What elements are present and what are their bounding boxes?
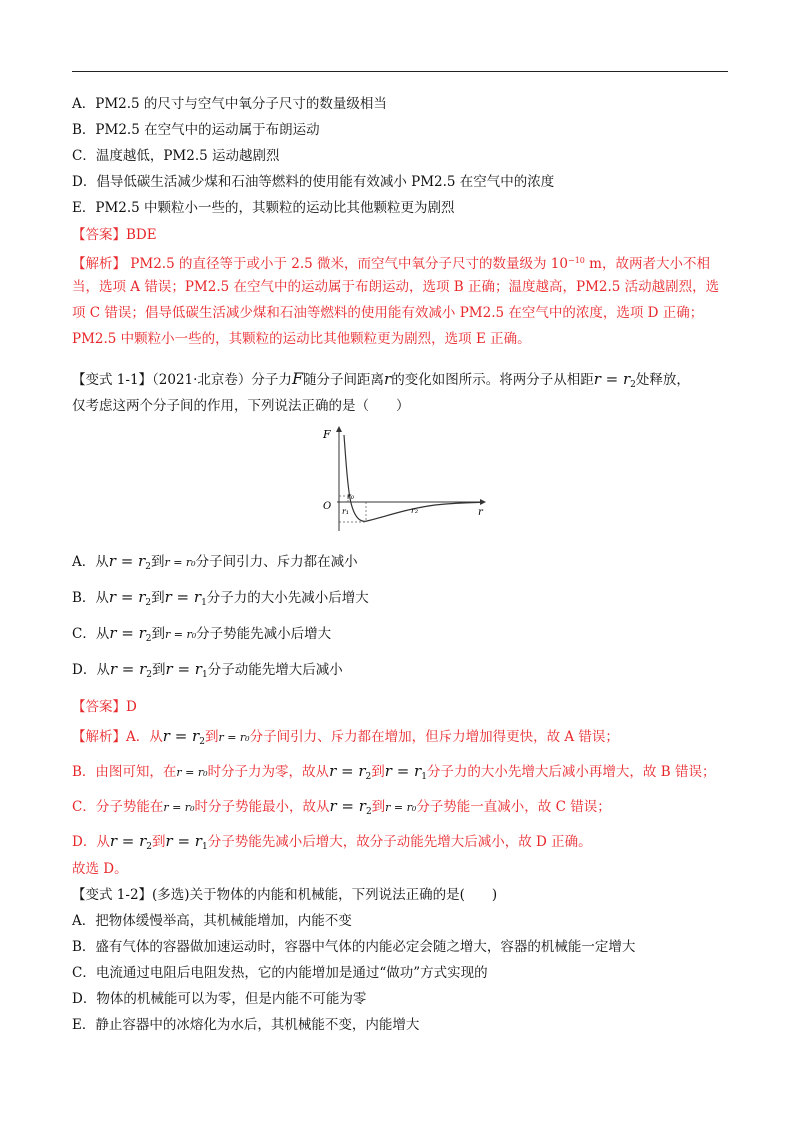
symbol-r-eq-r0: r = r₀	[176, 766, 208, 779]
q1-option-a: A．PM2.5 的尺寸与空气中氧分子尺寸的数量级相当	[72, 96, 387, 112]
q2-answer-value: D	[126, 699, 137, 715]
q2-stem-line-2: 仅考虑这两个分子间的作用，下列说法正确的是（ ）	[72, 398, 410, 414]
symbol-r-eq-r: r = r	[329, 797, 366, 815]
q1-option-d: D．倡导低碳生活减少煤和石油等燃料的使用能有效减小 PM2.5 在空气中的浓度	[72, 174, 555, 190]
q1-analysis-label: 【解析】	[72, 256, 126, 272]
q2-analysis-line-1	[72, 727, 619, 751]
q1-analysis-text: m，故两者大小不相	[584, 256, 710, 272]
symbol-r-eq-r0: r = r₀	[385, 801, 417, 814]
graph-label-r2: r₂	[411, 506, 419, 515]
q1-answer-label: 【答案】	[72, 227, 126, 243]
q2-option-d	[72, 660, 343, 684]
option-text: 分子动能先增大后减小	[207, 662, 343, 678]
analysis-text: 到	[371, 764, 385, 780]
symbol-r-eq-r: r = r	[164, 588, 202, 606]
symbol-r-eq-r0: r = r₀	[164, 556, 196, 569]
header-rule	[72, 71, 728, 72]
analysis-text: 时分子势能最小，故从	[194, 799, 330, 815]
stem-text: 的变化如图所示。将两分子从相距	[391, 372, 594, 388]
option-text: 分子势能先减小后增大	[196, 626, 332, 642]
symbol-r-eq-r: r = r	[108, 552, 146, 570]
symbol-r-eq-r: r = r	[109, 624, 146, 642]
symbol-r: r	[384, 370, 392, 388]
symbol-r-eq-r: r = r	[109, 660, 147, 678]
symbol-r-eq-r: r = r	[384, 762, 422, 780]
symbol-r-eq-r: r = r	[109, 832, 147, 850]
symbol-r-eq-r: r = r	[329, 762, 366, 780]
q2-analysis-label: 【解析】	[72, 729, 126, 745]
subscript: 2	[146, 670, 153, 680]
analysis-text: A．从	[126, 729, 163, 745]
option-text: B．从	[72, 590, 109, 606]
subscript: 2	[145, 598, 152, 608]
q3-option-d: D．物体的机械能可以为零，但是内能不可能为零	[72, 991, 367, 1007]
symbol-r-eq-r: r = r	[165, 832, 202, 850]
q1-answer-value: BDE	[126, 227, 157, 243]
q2-stem-line-1	[72, 370, 690, 394]
subscript: 2	[146, 842, 153, 852]
q3-option-b: B．盛有气体的容器做加速运动时，容器中气体的内能必定会随之增大，容器的机械能一定增大	[72, 939, 636, 955]
symbol-r-eq-r0: r = r₀	[163, 801, 195, 814]
option-text: C．从	[72, 626, 110, 642]
graph-label-f: F	[323, 428, 331, 441]
analysis-text: 到	[371, 799, 386, 815]
q2-answer	[72, 698, 137, 716]
option-text: 分子力的大小先减小后增大	[206, 590, 369, 606]
subscript: 2	[145, 634, 152, 644]
analysis-text: 时分子力为零，故从	[207, 764, 330, 780]
analysis-text: 分子势能先减小后增大，故分子动能先增大后减小，故 D 正确。	[207, 834, 592, 850]
subscript: 2	[630, 380, 636, 390]
stem-text: 随分子间距离	[303, 372, 385, 388]
subscript: 2	[199, 737, 205, 747]
subscript: 1	[201, 670, 208, 680]
option-text: 到	[152, 662, 166, 678]
q2-option-a	[72, 552, 358, 576]
q1-option-b: B．PM2.5 在空气中的运动属于布朗运动	[72, 122, 320, 138]
option-text: A．从	[72, 554, 109, 570]
q1-analysis-line-1	[72, 252, 710, 273]
q3-option-e: E．静止容器中的冰熔化为水后，其机械能不变，内能增大	[72, 1017, 420, 1033]
symbol-r-eq-r: r = r	[162, 727, 200, 745]
analysis-text: D．从	[72, 834, 110, 850]
analysis-text: 到	[204, 729, 219, 745]
q1-answer	[72, 226, 157, 244]
stem-text: 【变式 1-1】（2021·北京卷）分子力	[72, 372, 292, 388]
option-text: 分子间引力、斥力都在减小	[195, 554, 358, 570]
graph-label-r0: r₀	[347, 492, 355, 501]
symbol-f: F	[291, 369, 304, 388]
analysis-text: C．分子势能在	[72, 799, 164, 815]
option-text: 到	[151, 590, 165, 606]
q2-analysis-line-2	[72, 762, 715, 786]
force-distance-graph	[315, 423, 490, 533]
subscript: 1	[201, 842, 208, 852]
q1-analysis-line-3: 项 C 错误；倡导低碳生活减少煤和石油等燃料的使用能有效减小 PM2.5 在空气中的浓度，选项 D 正确；	[72, 305, 704, 321]
q3-stem: 【变式 1-2】(多选)关于物体的内能和机械能，下列说法正确的是( )	[72, 887, 498, 903]
analysis-text: B．由图可知，在	[72, 764, 177, 780]
analysis-text: 到	[152, 834, 166, 850]
subscript: 1	[201, 598, 207, 608]
q3-option-c: C．电流通过电阻后电阻发热，它的内能增加是通过“做功”方式实现的	[72, 965, 488, 981]
symbol-r-eq-r0: r = r₀	[218, 731, 250, 744]
analysis-text: 分子间引力、斥力都在增加，但斥力增加得更快，故 A 错误；	[249, 729, 619, 745]
option-text: D．从	[72, 662, 110, 678]
option-text: 到	[151, 626, 166, 642]
q1-analysis-line-2: 当，选项 A 错误；PM2.5 在空气中的运动属于布朗运动，选项 B 正确；温度越高，PM2.5 活动越剧烈，选	[72, 279, 720, 295]
q1-analysis-text: PM2.5 的直径等于或小于 2.5 微米，而空气中氧分子尺寸的数量级为 10	[130, 256, 568, 272]
symbol-r-eq-r0: r = r₀	[165, 628, 197, 641]
q1-analysis-line-4: PM2.5 中颗粒小一些的，其颗粒的运动比其他颗粒更为剧烈，选项 E 正确。	[72, 331, 531, 347]
symbol-r-eq-r: r = r	[108, 588, 146, 606]
graph-label-r: r	[478, 507, 483, 518]
q2-conclusion: 故选 D。	[72, 861, 128, 877]
q2-option-b	[72, 588, 369, 612]
option-text: 到	[150, 554, 165, 570]
q2-analysis-line-3	[72, 797, 611, 821]
symbol-r-eq-r: r = r	[593, 370, 631, 388]
q2-option-c	[72, 624, 331, 648]
q1-option-e: E．PM2.5 中颗粒小一些的，其颗粒的运动比其他颗粒更为剧烈	[72, 200, 455, 216]
subscript: 2	[365, 772, 372, 782]
q2-analysis-line-4	[72, 832, 592, 856]
exponent: −10	[568, 256, 585, 265]
analysis-text: 分子力的大小先增大后减小再增大，故 B 错误；	[426, 764, 716, 780]
graph-label-r1: r₁	[342, 507, 350, 516]
subscript: 2	[145, 562, 151, 572]
stem-text: 处释放，	[635, 372, 690, 388]
subscript: 2	[365, 807, 372, 817]
analysis-text: 分子势能一直减小，故 C 错误；	[416, 799, 611, 815]
symbol-r-eq-r: r = r	[165, 660, 202, 678]
subscript: 1	[421, 772, 427, 782]
q1-option-c: C．温度越低，PM2.5 运动越剧烈	[72, 148, 280, 164]
graph-label-o: O	[323, 501, 332, 512]
q3-option-a: A．把物体缓慢举高，其机械能增加，内能不变	[72, 913, 352, 929]
q2-answer-label: 【答案】	[72, 699, 126, 715]
